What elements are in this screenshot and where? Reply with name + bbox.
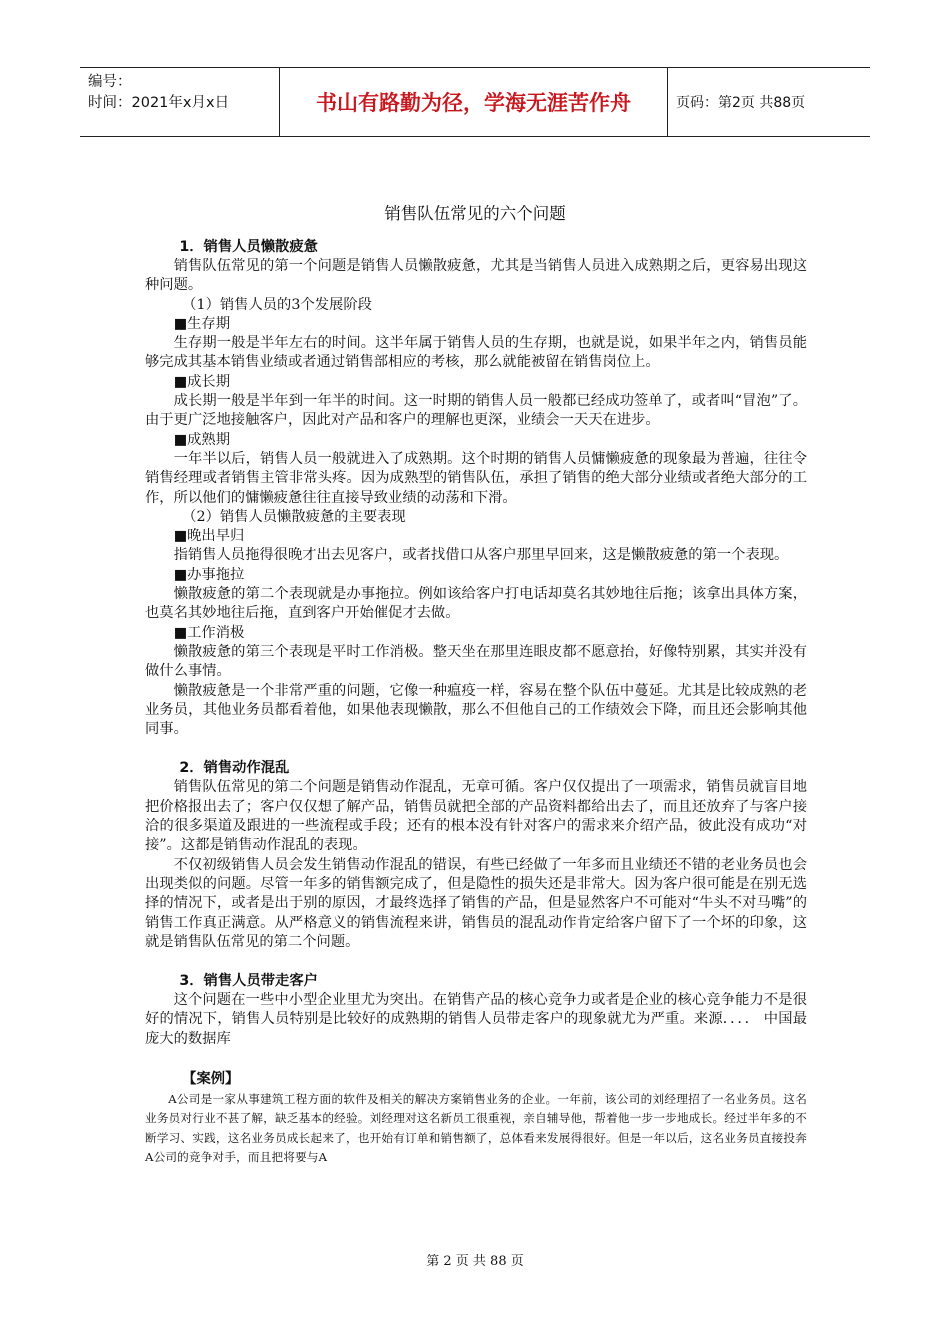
number-label: 编号：: [88, 74, 132, 90]
bullet-label: ■工作消极: [173, 624, 245, 641]
paragraph: 指销售人员拖得很晚才出去见客户，或者找借口从客户那里早回来，这是懒散疲惫的第一个表现。: [173, 547, 789, 564]
bullet-label: ■晚出早归: [173, 528, 245, 545]
motto: 书山有路勤为径，学海无涯苦作舟: [280, 68, 668, 136]
bullet-label: ■成熟期: [173, 431, 230, 448]
page-footer: 第 2 页 共 88 页: [426, 1254, 524, 1269]
paragraph: 懒散疲惫的第二个表现就是办事拖拉。例如该给客户打电话却莫名其妙地往后拖；该拿出具体方案，也莫名其妙地往后拖，直到客户开始催促才去做。: [145, 586, 807, 622]
paragraph: 成长期一般是半年到一年半的时间。这一时期的销售人员一般都已经成功签单了，或者叫“冒泡”了。由于更广泛地接触客户，因此对产品和客户的理解也更深，业绩会一天天在进步。: [145, 393, 807, 429]
bullet-label: ■办事拖拉: [173, 566, 245, 583]
paragraph: 生存期一般是半年左右的时间。这半年属于销售人员的生存期，也就是说，如果半年之内，销售员能够完成其基本销售业绩或者通过销售部相应的考核，那么就能被留在销售岗位上。: [145, 335, 807, 371]
document-title: 销售队伍常见的六个问题: [384, 204, 566, 223]
paragraph: 销售队伍常见的第二个问题是销售动作混乱，无章可循。客户仅仅提出了一项需求，销售员就盲目地把价格报出去了；客户仅仅想了解产品，销售员就把全部的产品资料都给出去了，而且还放弃了与客户接洽的很多渠道及跟进的一些流程或手段；还有的根本没有针对客户的需求来介绍产品，彼此没有成功“对接”。这都是销售动作混乱的表现。: [145, 779, 807, 854]
document-body: [145, 237, 807, 1168]
paragraph: 这个问题在一些中小型企业里尤为突出。在销售产品的核心竞争力或者是企业的核心竞争能力不是很好的情况下，销售人员特别是比较好的成熟期的销售人员带走客户的现象就尤为严重。来源．．．． 中国最庞大的数据库: [145, 992, 807, 1047]
header-left-cell: [80, 68, 280, 136]
page-info: 页码：第2页 共88页: [676, 95, 806, 111]
paragraph: 懒散疲惫是一个非常严重的问题，它像一种瘟疫一样，容易在整个队伍中蔓延。尤其是比较成熟的老业务员，其他业务员都看着他，如果他表现懒散，那么不但他自己的工作绩效会下降，而且还会影响其他同事。: [145, 682, 807, 738]
bullet-label: ■生存期: [173, 315, 230, 332]
bullet-label: ■成长期: [173, 373, 230, 390]
section-3-heading: 3．销售人员带走客户: [179, 973, 318, 990]
subheading: （1）销售人员的3个发展阶段: [182, 296, 372, 313]
paragraph: 一年半以后，销售人员一般就进入了成熟期。这个时期的销售人员慵懒疲惫的现象最为普遍，往往令销售经理或者销售主管非常头疼。因为成熟型的销售队伍，承担了销售的绝大部分业绩或者绝大部分的工作，所以他们的慵懒疲惫往往直接导致业绩的动荡和下滑。: [145, 450, 807, 506]
section-2-heading: 2．销售动作混乱: [179, 760, 290, 777]
paragraph: 不仅初级销售人员会发生销售动作混乱的错误，有些已经做了一年多而且业绩还不错的老业务员也会出现类似的问题。尽管一年多的销售额完成了，但是隐性的损失还是非常大。因为客户很可能是在别无选择的情况下，或者是出于别的原因，才最终选择了销售的产品，但是显然客户不可能对“牛头不对马嘴”的销售工作真正满意。从严格意义的销售流程来讲，销售员的混乱动作肯定给客户留下了一个坏的印象，这就是销售队伍常见的第二个问题。: [145, 856, 807, 950]
case-heading: 【案例】: [182, 1070, 240, 1087]
section-1-heading: 1．销售人员懒散疲惫: [179, 239, 318, 255]
paragraph: 懒散疲惫的第三个表现是平时工作消极。整天坐在那里连眼皮都不愿意抬，好像特别累，其实并没有做什么事情。: [145, 643, 807, 680]
subheading: （2）销售人员懒散疲惫的主要表现: [182, 508, 406, 525]
header-table: [80, 67, 870, 137]
paragraph: 销售队伍常见的第一个问题是销售人员懒散疲惫，尤其是当销售人员进入成熟期之后，更容易出现这种问题。: [145, 258, 807, 294]
case-text: A公司是一家从事建筑工程方面的软件及相关的解决方案销售业务的企业。一年前，该公司的刘经理招了一名业务员。这名业务员对行业不甚了解，缺乏基本的经验。刘经理对这名新员工很重视，亲自辅导他，帮着他一步一步地成长。经过半年多的不断学习、实践，这名业务员成长起来了，也开始有订单和销售额了，总体看来发展得很好。但是一年以后，这名业务员直接投奔A公司的竞争对手，而且把将要与A: [145, 1091, 807, 1165]
date-label: 时间：2021年x月x日: [88, 95, 230, 111]
